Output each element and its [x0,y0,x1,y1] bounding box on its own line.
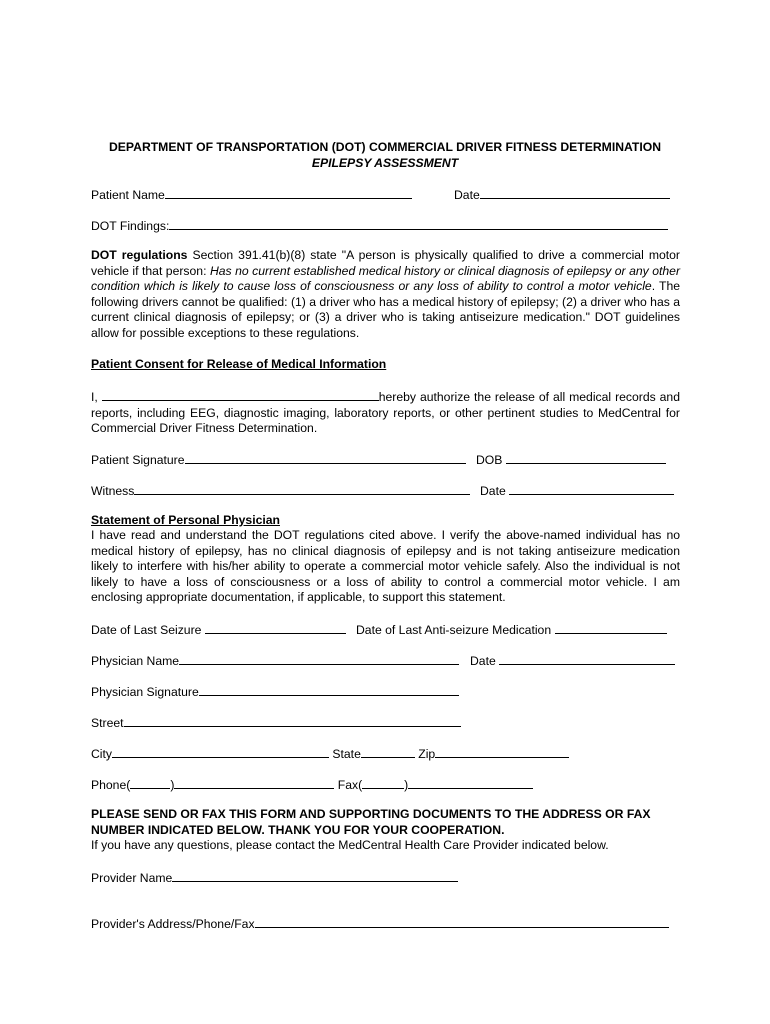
witness-label: Witness [91,484,135,498]
fax-number-field[interactable] [408,776,533,789]
provider-address-label: Provider's Address/Phone/Fax [91,917,255,931]
dob-field[interactable] [506,451,666,464]
provider-address-field[interactable] [255,915,669,928]
physician-name-field[interactable] [179,652,459,665]
last-med-label: Date of Last Anti-seizure Medication [356,623,555,637]
patient-signature-label: Patient Signature [91,453,185,467]
physician-name-row [91,652,459,670]
physician-name-label: Physician Name [91,654,180,668]
physician-signature-label: Physician Signature [91,685,199,699]
date-label: Date [454,188,480,202]
dot-findings-field[interactable] [169,217,668,230]
dob-row [476,451,666,469]
physician-date-field[interactable] [499,652,675,665]
patient-name-row [91,186,412,204]
patient-name-field[interactable] [165,186,412,199]
fax-area-field[interactable] [362,776,404,789]
last-med-row [356,621,667,639]
contact-text: If you have any questions, please contact the MedCentral Health Care Provider indicated below. [91,838,609,852]
witness-date-row [480,482,674,500]
last-seizure-label: Date of Last Seizure [91,623,205,637]
regulations-italic: Has no current established medical history or clinical diagnosis of epilepsy or any other condition which is likely to cause loss of consciousness or any loss of ability to control a motor vehicle [91,263,680,293]
consent-heading: Patient Consent for Release of Medical Information [91,357,387,371]
physician-signature-field[interactable] [199,683,459,696]
consent-name-field[interactable] [102,388,379,401]
witness-field[interactable] [134,482,470,495]
provider-name-label: Provider Name [91,871,173,885]
form-title: DEPARTMENT OF TRANSPORTATION (DOT) COMMERCIAL DRIVER FITNESS DETERMINATION [108,140,662,154]
provider-name-field[interactable] [172,869,458,882]
physician-signature-row [91,683,459,701]
patient-signature-field[interactable] [185,451,466,464]
physician-heading: Statement of Personal Physician [91,513,280,527]
patient-signature-row [91,451,466,469]
phone-label: Phone( [91,778,131,792]
notice-line-1: PLEASE SEND OR FAX THIS FORM AND SUPPORTING DOCUMENTS TO THE ADDRESS OR FAX [91,807,651,821]
dob-label: DOB [476,453,506,467]
witness-row [91,482,470,500]
last-med-field[interactable] [555,621,667,634]
street-label: Street [91,716,124,730]
date-field[interactable] [480,186,670,199]
form-subtitle: EPILEPSY ASSESSMENT [311,156,459,170]
patient-name-label: Patient Name [91,188,165,202]
street-row [91,714,461,732]
street-field[interactable] [124,714,461,727]
witness-date-label: Date [480,484,510,498]
zip-field[interactable] [435,745,569,758]
fax-label: Fax( [337,778,363,792]
regulations-lead: DOT regulations [91,248,188,262]
dot-findings-row [91,217,668,235]
regulations-text-1: Section 391.41(b)(8) state "A person is physically qualified to drive a commercial motor vehicle if that person: [91,248,680,278]
phone-number-field[interactable] [174,776,334,789]
notice-line-2: NUMBER INDICATED BELOW. THANK YOU FOR YOUR COOPERATION. [91,823,505,837]
dot-findings-label: DOT Findings: [91,219,170,233]
phone-fax-row [91,776,533,794]
consent-body: hereby authorize the release of all medical records and reports, including EEG, diagnostic imaging, laboratory reports, or other pertinent studies to MedCentral for Commercial Driver Fitness Determination. [91,390,680,435]
provider-name-row [91,869,458,887]
last-seizure-row [91,621,346,639]
provider-address-row [91,915,669,933]
city-field[interactable] [112,745,329,758]
state-field[interactable] [361,745,415,758]
last-seizure-field[interactable] [205,621,346,634]
date-row [454,186,670,204]
zip-label: Zip [418,747,436,761]
phone-area-field[interactable] [130,776,170,789]
physician-paragraph: I have read and understand the DOT regulations cited above. I verify the above-named individual has no medical history of epilepsy, has no clinical diagnosis of epilepsy and is not taking antiseizure medication likely to interfere with his/her ability to operate a commercial motor vehicle safely. Also the individual is not likely to have a loss of consciousness or a loss of ability to control a commercial motor vehicle. I am enclosing appropriate documentation, if applicable, to support this statement. [91,528,680,604]
city-label: City [91,747,112,761]
fax-paren: ) [404,778,409,792]
regulations-paragraph [91,248,680,341]
state-label: State [332,747,361,761]
physician-date-label: Date [470,654,500,668]
consent-paragraph [91,388,680,437]
regulations-text-2: . The following drivers cannot be qualified: (1) a driver who has a medical history of epilepsy; (2) a driver who has a current clinical diagnosis of epilepsy; or (3) a driver who is taking antiseizure medication." DOT guidelines allow for possible exceptions to these regulations. [91,279,680,340]
witness-date-field[interactable] [509,482,674,495]
city-state-zip-row [91,745,569,763]
consent-prefix: I, [91,390,102,404]
phone-paren: ) [170,778,175,792]
physician-date-row [470,652,675,670]
